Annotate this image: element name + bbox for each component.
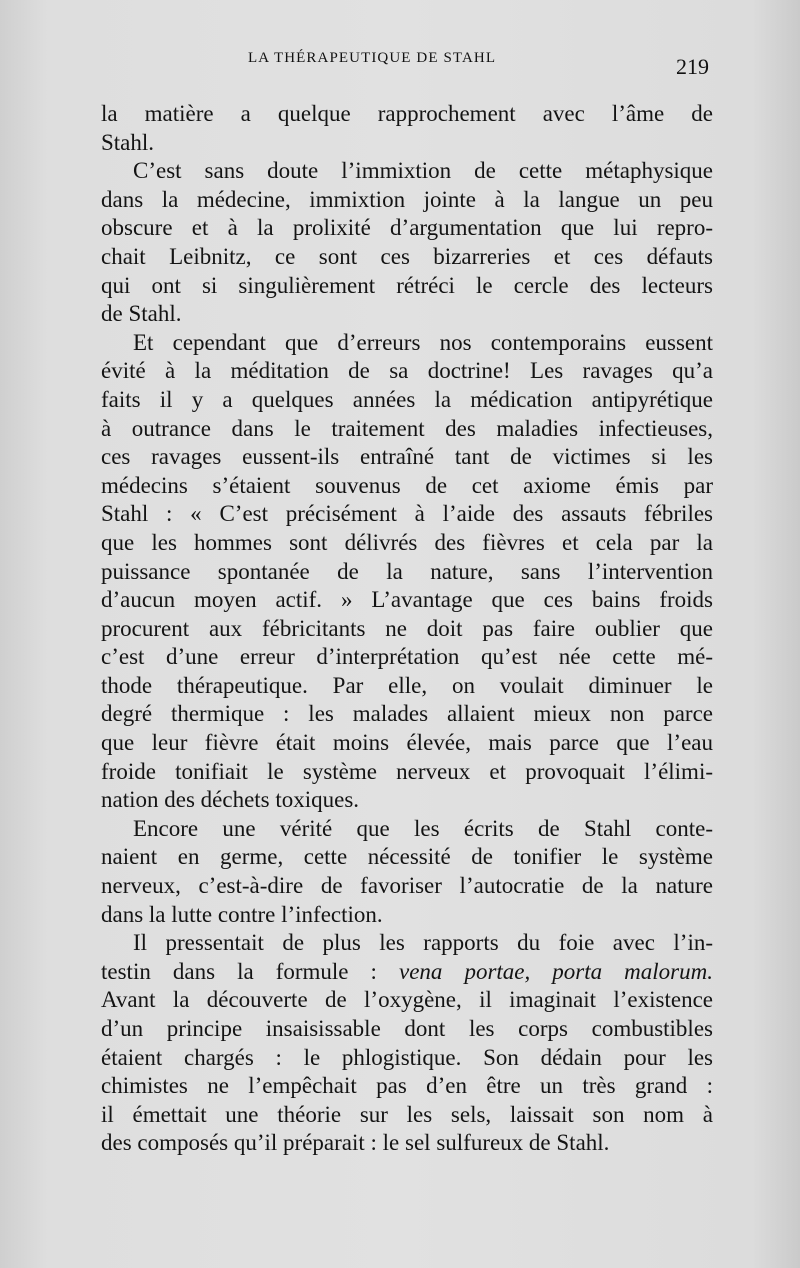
- text-line: que leur fièvre était moins élevée, mais parce que l’eau: [101, 730, 713, 756]
- text-line: C’est sans doute l’immixtion de cette métaphysique: [133, 158, 713, 184]
- text-line: degré thermique : les malades allaient mieux non parce: [101, 701, 713, 727]
- text-line: thode thérapeutique. Par elle, on voulait diminuer le: [101, 672, 713, 698]
- body-text: [101, 100, 713, 1158]
- text-line: d’aucun moyen actif. » L’avantage que ces bains froids: [101, 587, 713, 613]
- running-title: LA THÉRAPEUTIQUE DE STAHL: [248, 50, 497, 66]
- text-line: nerveux, c’est-à-dire de favoriser l’autocratie de la nature: [101, 873, 713, 899]
- paragraph-3: [101, 329, 713, 815]
- text-line: que les hommes sont délivrés des fièvres et cela par la: [101, 529, 713, 555]
- page-number: 219: [676, 54, 709, 79]
- text-line: Avant la découverte de l’oxygène, il imaginait l’existence: [101, 987, 713, 1013]
- text-line: chait Leibnitz, ce sont ces bizarreries et ces défauts: [101, 243, 713, 269]
- text-line: médecins s’étaient souvenus de cet axiome émis par: [101, 472, 713, 498]
- text-line: Encore une vérité que les écrits de Stahl conte-: [133, 815, 713, 841]
- text-line: ces ravages eussent-ils entraîné tant de victimes si les: [101, 444, 713, 470]
- text-line: procurent aux fébricitants ne doit pas faire oublier que: [101, 615, 713, 641]
- text-line: qui ont si singulièrement rétréci le cercle des lecteurs: [101, 272, 713, 298]
- text-line: naient en germe, cette nécessité de tonifier le système: [101, 844, 713, 870]
- text-line: dans la lutte contre l’infection.: [101, 901, 383, 927]
- text-line: de Stahl.: [101, 301, 182, 327]
- text-line: [101, 958, 713, 987]
- text-line: Et cependant que d’erreurs nos contemporains eussent: [133, 329, 713, 355]
- text-line: des composés qu’il préparait : le sel sulfureux de Stahl.: [101, 1130, 610, 1156]
- text-line: obscure et à la prolixité d’argumentation que lui repro-: [101, 215, 713, 241]
- text-fragment: testin dans la formule :: [101, 958, 399, 984]
- text-line: Stahl.: [101, 129, 155, 155]
- text-line: étaient chargés : le phlogistique. Son dédain pour les: [101, 1044, 713, 1070]
- text-line: c’est d’une erreur d’interprétation qu’est née cette mé-: [101, 644, 713, 670]
- paragraph-2: [101, 157, 713, 329]
- latin-formula: vena portae, porta malorum.: [399, 958, 713, 984]
- text-line: chimistes ne l’empêchait pas d’en être un très grand :: [101, 1073, 713, 1099]
- text-line: il émettait une théorie sur les sels, laissait son nom à: [101, 1101, 713, 1127]
- paragraph-4: [101, 815, 713, 929]
- paragraph-1: [101, 100, 713, 157]
- text-line: la matière a quelque rapprochement avec l’âme de: [101, 101, 713, 126]
- text-line: puissance spontanée de la nature, sans l’intervention: [101, 558, 713, 584]
- text-line: dans la médecine, immixtion jointe à la langue un peu: [101, 186, 713, 212]
- paragraph-5: [101, 929, 713, 1158]
- text-line: froide tonifiait le système nerveux et provoquait l’élimi-: [101, 758, 713, 784]
- text-line: à outrance dans le traitement des maladies infectieuses,: [101, 415, 713, 441]
- text-line: nation des déchets toxiques.: [101, 787, 360, 813]
- text-line: Il pressentait de plus les rapports du foie avec l’in-: [133, 930, 713, 956]
- text-line: d’un principe insaisissable dont les corps combustibles: [101, 1016, 713, 1041]
- text-line: Stahl : « C’est précisément à l’aide des assauts fébriles: [101, 501, 713, 527]
- text-line: évité à la méditation de sa doctrine! Les ravages qu’a: [101, 358, 713, 384]
- text-line: faits il y a quelques années la médication antipyrétique: [101, 386, 713, 412]
